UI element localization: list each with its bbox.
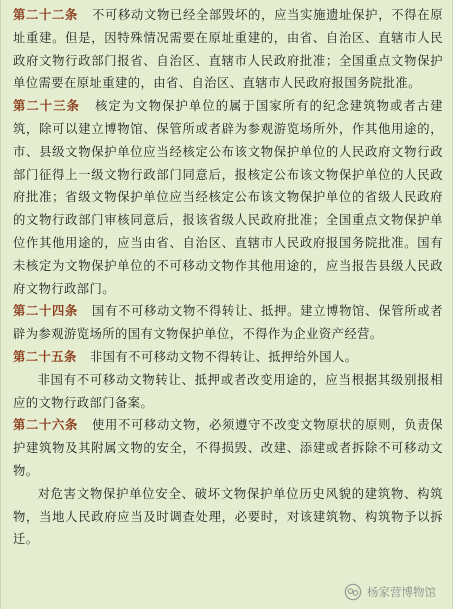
- article-23: [13, 95, 443, 300]
- article-23-title: 第二十三条: [13, 99, 81, 114]
- wechat-official-account-icon: [344, 583, 362, 601]
- article-22-text: 不可移动文物已经全部毁坏的，应当实施遗址保护，不得在原址重建。但是，因特殊情况需要在原址重建的，由省、自治区、直辖市人民政府文物行政部门报省、自治区、直辖市人民政府批准；全国重点文物保护单位需要在原址重建的，由省、自治区、直辖市人民政府报国务院批准。: [13, 8, 443, 91]
- article-25-paragraph-2: 非国有不可移动文物转让、抵押或者改变用途的，应当根据其级别报相应的文物行政部门备案。: [13, 372, 443, 410]
- article-22-title: 第二十二条: [13, 8, 79, 22]
- law-text: [13, 4, 443, 551]
- article-26-text: 使用不可移动文物，必须遵守不改变文物原状的原则，负责保护建筑物及其附属文物的安全，不得损毁、改建、添建或者拆除不可移动文物。: [13, 418, 443, 478]
- article-25-title: 第二十五条: [13, 349, 77, 364]
- article-25-text: 非国有不可移动文物不得转让、抵押给外国人。: [89, 349, 358, 364]
- article-24-text: 国有不可移动文物不得转让、抵押。建立博物馆、保管所或者辟为参观游览场所的国有文物保护单位，不得作为企业资产经营。: [13, 304, 443, 342]
- article-25: [13, 346, 443, 369]
- watermark: [344, 583, 436, 601]
- article-23-text: 核定为文物保护单位的属于国家所有的纪念建筑物或者古建筑，除可以建立博物馆、保管所或者辟为参观游览场所外，作其他用途的，市、县级文物保护单位应当经核定公布该文物保护单位的人民政府文物行政部门征得上一级文物行政部门同意后，报核定公布该文物保护单位的人民政府批准；省级文物保护单位应当经核定公布该文物保护单位的省级人民政府的文物行政部门审核同意后，报该省级人民政府批准；全国重点文物保护单位作其他用途的，应当由省、自治区、直辖市人民政府报国务院批准。国有未核定为文物保护单位的不可移动文物作其他用途的，应当报告县级人民政府文物行政部门。: [13, 99, 443, 296]
- article-26-title: 第二十六条: [13, 418, 79, 433]
- article-26: [13, 414, 443, 482]
- article-24-title: 第二十四条: [13, 304, 79, 319]
- article-26-paragraph-2: 对危害文物保护单位安全、破坏文物保护单位历史风貌的建筑物、构筑物，当地人民政府应当及时调查处理，必要时，对该建筑物、构筑物予以拆迁。: [13, 486, 443, 547]
- article-24: [13, 300, 443, 346]
- article-22: [13, 4, 443, 95]
- watermark-text: 杨家营博物馆: [367, 585, 436, 599]
